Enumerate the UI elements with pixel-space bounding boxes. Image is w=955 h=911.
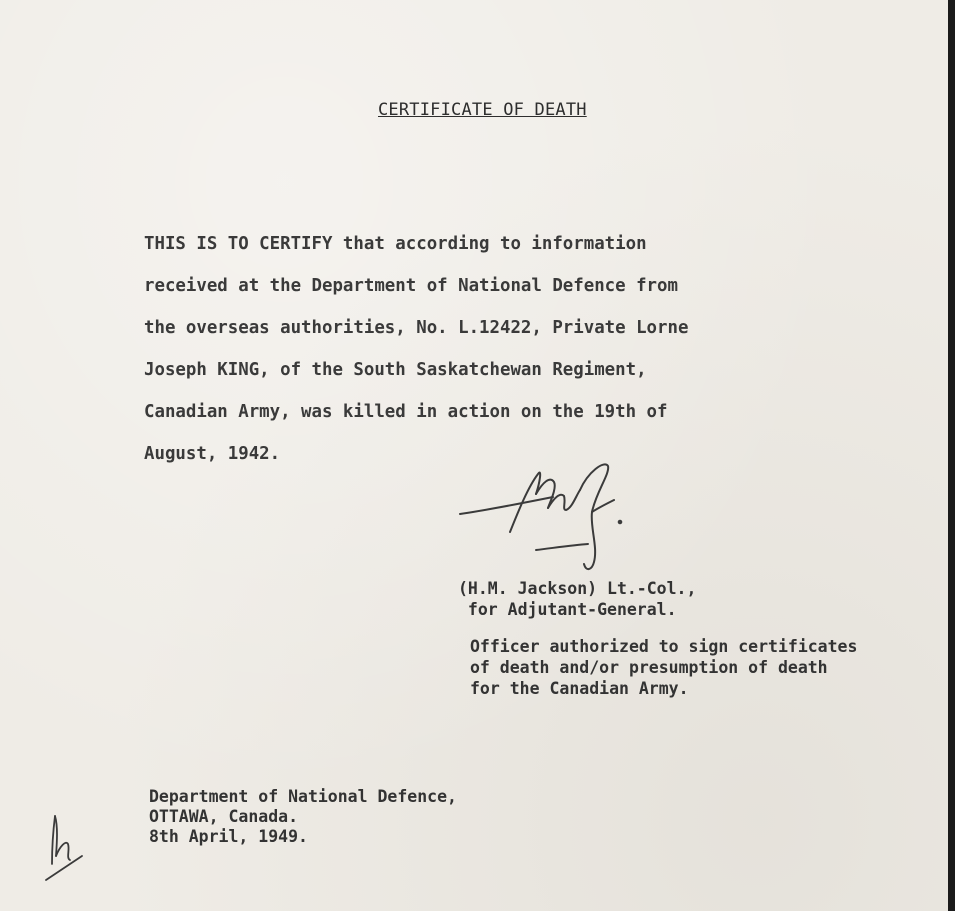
issuing-office	[149, 787, 457, 847]
footer-line: 8th April, 1949.	[149, 827, 308, 846]
authority-line: for the Canadian Army.	[470, 679, 689, 698]
authority-line: of death and/or presumption of death	[470, 658, 828, 677]
initials-icon	[44, 812, 88, 884]
certificate-body	[144, 223, 824, 475]
footer-line: Department of National Defence,	[149, 787, 457, 806]
body-line: the overseas authorities, No. L.12422, Private Lorne	[144, 318, 689, 338]
signer-role: for Adjutant-General.	[458, 600, 677, 619]
signer-name: (H.M. Jackson) Lt.-Col.,	[458, 579, 697, 598]
body-line: Canadian Army, was killed in action on the 19th of	[144, 402, 668, 422]
body-line: THIS IS TO CERTIFY that according to information	[144, 234, 647, 254]
authority-statement	[470, 636, 857, 699]
signature-icon	[458, 452, 658, 582]
document-title: CERTIFICATE OF DEATH	[378, 100, 587, 120]
body-line: Joseph KING, of the South Saskatchewan Regiment,	[144, 360, 647, 380]
body-line: received at the Department of National Defence from	[144, 276, 678, 296]
authority-line: Officer authorized to sign certificates	[470, 637, 858, 656]
body-line: August, 1942.	[144, 444, 281, 464]
signer-block	[458, 578, 696, 620]
footer-line: OTTAWA, Canada.	[149, 807, 299, 826]
